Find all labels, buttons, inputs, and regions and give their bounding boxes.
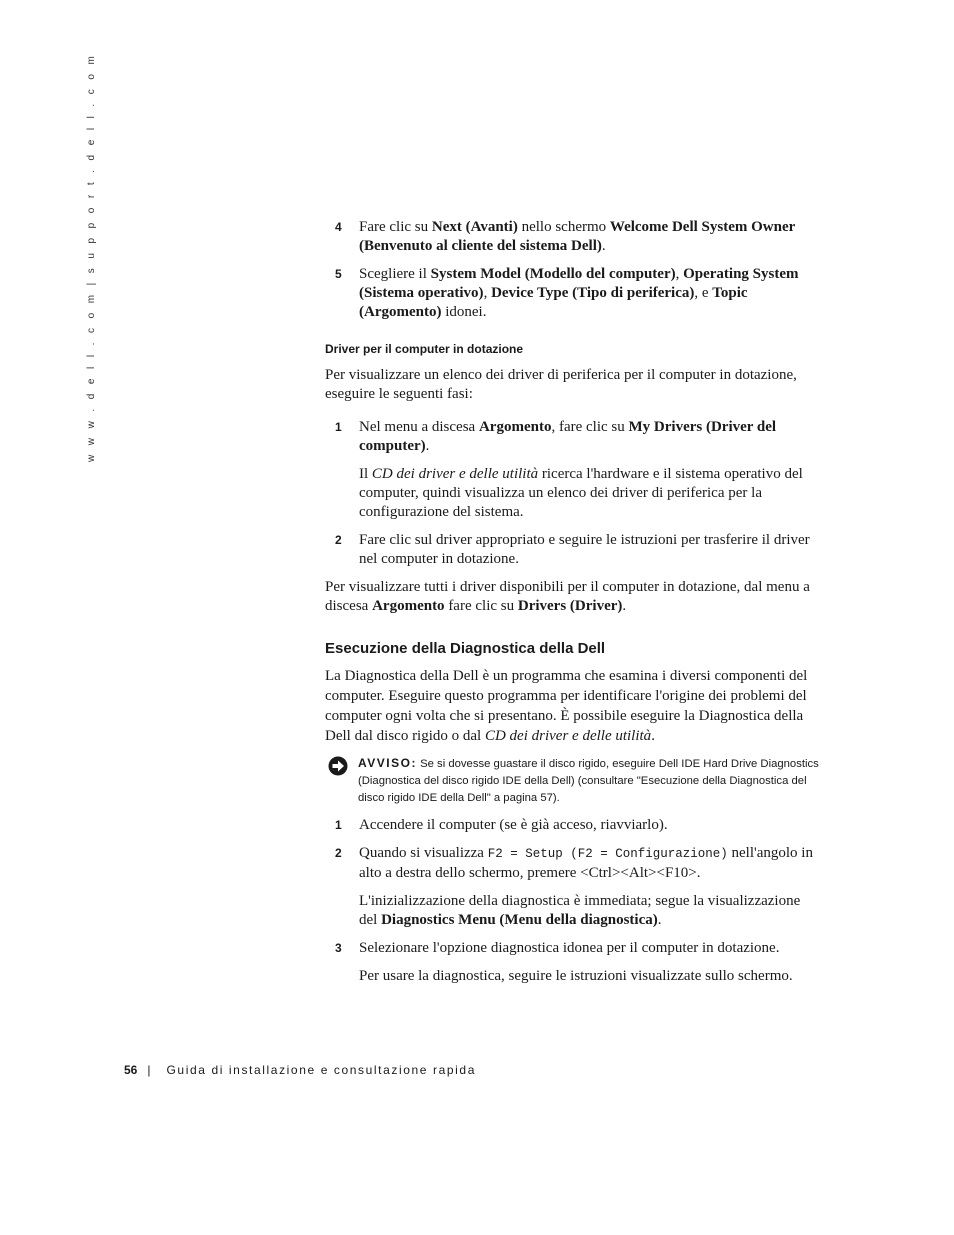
step-5: 5 Scegliere il System Model (Modello del computer), Operating System (Sistema operativo), Device Type (Tipo di periferica), e Topic (Argomento) idonei.	[335, 266, 799, 320]
drivers-intro: Per visualizzare un elenco dei driver di periferica per il computer in dotazione, eseguire le seguenti fasi:	[325, 367, 797, 402]
notice-text: AVVISO: Se si dovesse guastare il disco rigido, eseguire Dell IDE Hard Drive Diagnostics (Diagnostica del disco rigido IDE della Dell) (consultare "Esecuzione della Diagnostica del disco rigido IDE della Dell" a pagina 57).	[358, 756, 819, 804]
notice-label: AVVISO:	[358, 756, 417, 770]
drivers-heading: Driver per il computer in dotazione	[325, 342, 524, 356]
diagnostics-step-3: 3 Selezionare l'opzione diagnostica idonea per il computer in dotazione.	[335, 940, 780, 956]
page-content	[325, 218, 820, 986]
setup-code: F2 = Setup (F2 = Configurazione)	[487, 847, 728, 861]
drivers-all-paragraph: Per visualizzare tutti i driver disponibili per il computer in dotazione, dal menu a discesa Argomento fare clic su Drivers (Driver).	[325, 579, 810, 614]
step-number: 1	[335, 420, 342, 434]
diagnostics-intro: La Diagnostica della Dell è un programma che esamina i diversi componenti del computer. Eseguire questo programma per identificare l'origine dei problemi del computer ogni volta che si presentano. È possibile eseguire la Diagnostica della Dell dal disco rigido o dal CD dei driver e delle utilità.	[325, 668, 808, 744]
notice-box	[325, 755, 820, 807]
drivers-step-2: 2 Fare clic sul driver appropriato e seguire le istruzioni per trasferire il driver nel computer in dotazione.	[335, 532, 810, 567]
notice-arrow-icon	[328, 756, 348, 776]
diagnostics-step-2-note: L'inizializzazione della diagnostica è immediata; segue la visualizzazione del Diagnostics Menu (Menu della diagnostica).	[359, 893, 801, 928]
step-number: 3	[335, 941, 342, 955]
footer-separator: |	[147, 1063, 151, 1077]
step-number: 5	[335, 267, 342, 281]
step-number: 1	[335, 818, 342, 832]
drivers-step-1-note: Il CD dei driver e delle utilità ricerca l'hardware e il sistema operativo del computer, quindi visualizza un elenco dei driver di periferica per la configurazione del sistema.	[359, 466, 803, 520]
step-number: 2	[335, 533, 342, 547]
diagnostics-step-2: 2 Quando si visualizza F2 = Setup (F2 = Configurazione) nell'angolo in alto a destra dello schermo, premere <Ctrl><Alt><F10>.	[335, 845, 813, 881]
diagnostics-heading: Esecuzione della Diagnostica della Dell	[325, 640, 606, 657]
diagnostics-step-3-note: Per usare la diagnostica, seguire le istruzioni visualizzate sullo schermo.	[359, 968, 793, 984]
page-footer	[124, 1063, 476, 1077]
step-4: 4 Fare clic su Next (Avanti) nello schermo Welcome Dell System Owner (Benvenuto al cliente del sistema Dell).	[335, 219, 796, 254]
side-url: w w w . d e l l . c o m | s u p p o r t . d e l l . c o m	[86, 52, 97, 462]
step-number: 4	[335, 220, 342, 234]
diagnostics-step-1: 1 Accendere il computer (se è già acceso, riavviarlo).	[335, 817, 668, 833]
page-number: 56	[124, 1063, 138, 1077]
drivers-step-1: 1 Nel menu a discesa Argomento, fare clic su My Drivers (Driver del computer).	[335, 419, 777, 454]
step-number: 2	[335, 846, 342, 860]
footer-title: Guida di installazione e consultazione rapida	[166, 1063, 476, 1077]
